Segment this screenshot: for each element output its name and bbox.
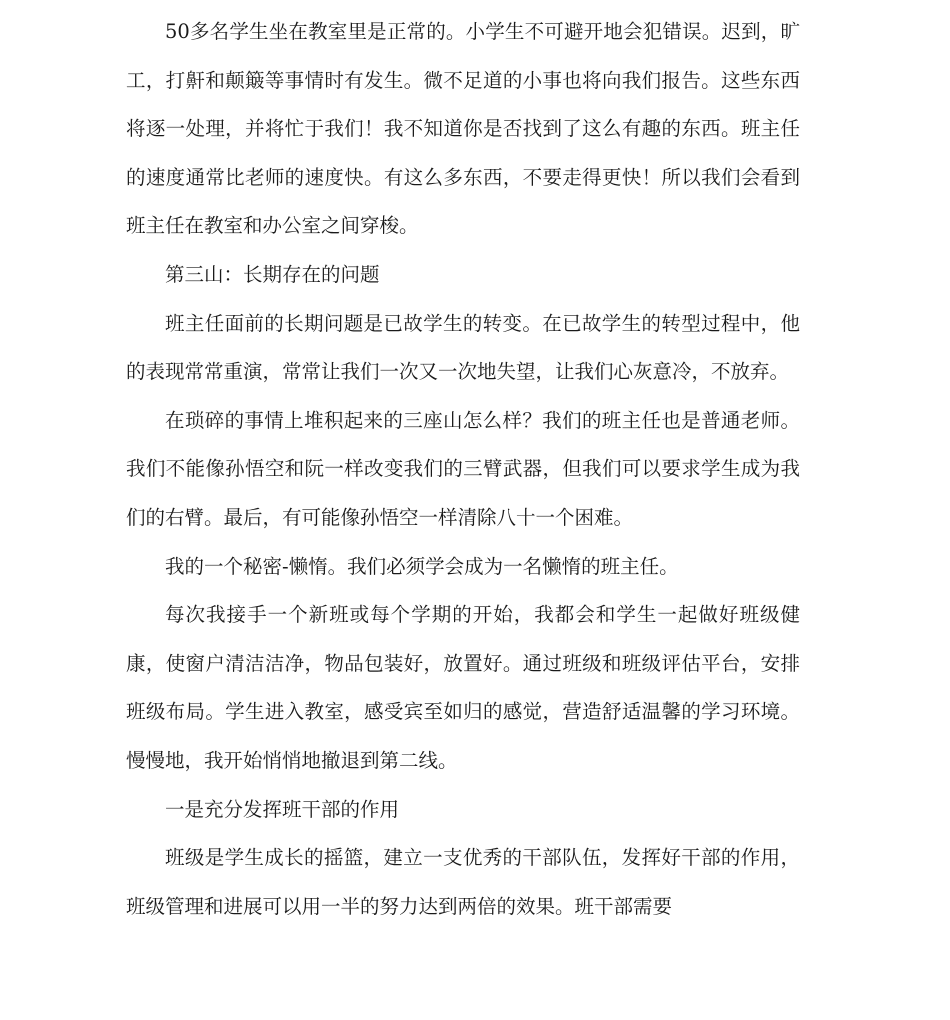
paragraph-new-class: 每次我接手一个新班或每个学期的开始，我都会和学生一起做好班级健康，使窗户清洁洁净，物品包装好，放置好。通过班级和班级评估平台，安排班级布局。学生进入教室，感受宾至如归的感觉，营造舒适温馨的学习环境。慢慢地，我开始悄悄地撤退到第二线。 bbox=[126, 603, 800, 772]
paragraph-class-cadres: 班级是学生成长的摇篮，建立一支优秀的干部队伍，发挥好干部的作用，班级管理和进展可以用一半的努力达到两倍的效果。班干部需要 bbox=[126, 846, 800, 918]
paragraph-long-term-problem: 班主任面前的长期问题是已故学生的转变。在已故学生的转型过程中，他的表现常常重演，常常让我们一次又一次地失望，让我们心灰意冷，不放弃。 bbox=[126, 311, 800, 384]
paragraph-three-mountains: 在琐碎的事情上堆积起来的三座山怎么样？我们的班主任也是普通老师。我们不能像孙悟空和阮一样改变我们的三臂武器，但我们可以要求学生成为我们的右臂。最后，有可能像孙悟空一样清除八十一个困难。 bbox=[126, 408, 800, 529]
heading-class-cadres: 一是充分发挥班干部的作用 bbox=[165, 797, 400, 821]
heading-third-mountain: 第三山：长期存在的问题 bbox=[165, 262, 380, 286]
paragraph-class-incidents: 50多名学生坐在教室里是正常的。小学生不可避开地会犯错误。迟到，旷工，打鼾和颠簸等事情时有发生。微不足道的小事也将向我们报告。这些东西将逐一处理，并将忙于我们！我不知道你是否找到了这么有趣的东西。班主任的速度通常比老师的速度快。有这么多东西，不要走得更快！所以我们会看到班主任在教室和办公室之间穿梭。 bbox=[126, 20, 800, 238]
paragraph-secret-lazy: 我的一个秘密-懒惰。我们必须学会成为一名懒惰的班主任。 bbox=[165, 554, 679, 578]
document-body bbox=[126, 8, 800, 931]
